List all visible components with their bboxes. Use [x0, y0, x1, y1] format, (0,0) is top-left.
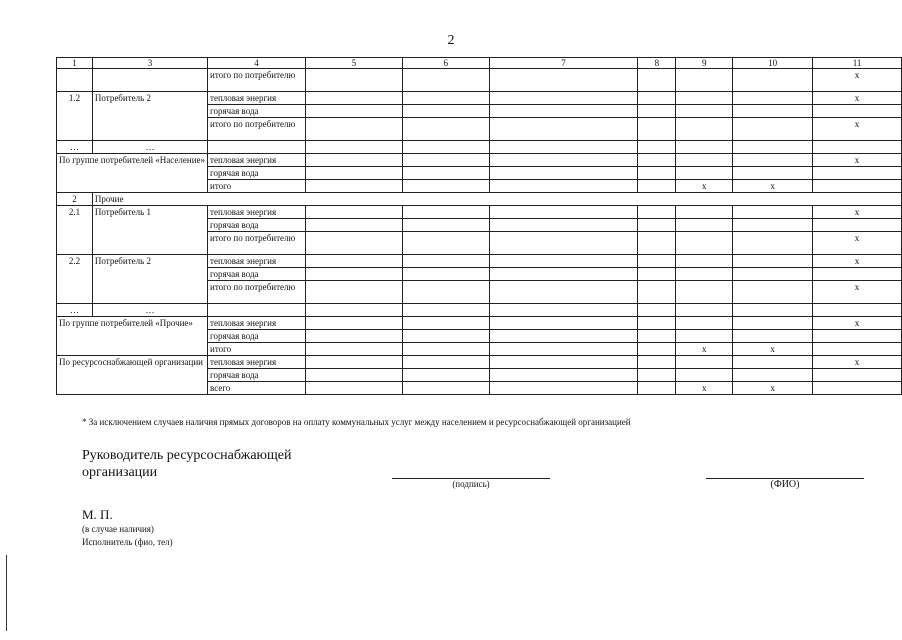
footnote: * За исключением случаев наличия прямых договоров на оплату коммунальных услуг между населением и ресурсоснабжающей организацией [82, 417, 631, 427]
mark-cell: x [733, 180, 813, 193]
mark-cell: x [813, 317, 902, 330]
column-header: 6 [402, 58, 489, 69]
table-row [57, 255, 902, 268]
row-number-cell [57, 69, 93, 92]
table-row [57, 356, 902, 369]
indicator-cell: итого по потребителю [208, 69, 306, 92]
indicator-cell: горячая вода [208, 268, 306, 281]
ellipsis-cell: … [57, 304, 93, 317]
indicator-cell: всего [208, 382, 306, 395]
signature-caption: (подпись) [452, 479, 490, 489]
row-number-cell: 2.2 [57, 255, 93, 304]
table-row [57, 69, 902, 92]
indicator-cell: тепловая энергия [208, 206, 306, 219]
column-header: 9 [676, 58, 733, 69]
mark-cell: x [676, 343, 733, 356]
row-number-cell: 1.2 [57, 92, 93, 141]
mark-cell: x [813, 92, 902, 105]
mark-cell: x [733, 343, 813, 356]
table-row [57, 141, 902, 154]
page-number: 2 [447, 33, 455, 48]
head-of-organization-label: Руководитель ресурсоснабжающей организации [82, 448, 292, 480]
mark-cell: x [813, 69, 902, 92]
indicator-cell: тепловая энергия [208, 255, 306, 268]
consumer-cell [92, 69, 207, 92]
mark-cell: x [813, 206, 902, 219]
table-row [57, 92, 902, 105]
column-header: 1 [57, 58, 93, 69]
mark-cell: x [676, 382, 733, 395]
signature-line [392, 478, 550, 489]
column-number-row [57, 58, 902, 69]
mark-cell: x [813, 255, 902, 268]
column-header: 3 [92, 58, 207, 69]
mark-cell: x [813, 232, 902, 255]
name-caption: (ФИО) [770, 479, 800, 490]
consumer-cell: Потребитель 2 [92, 92, 207, 141]
column-header: 10 [733, 58, 813, 69]
indicator-cell: итого по потребителю [208, 232, 306, 255]
scan-edge-mark [6, 555, 7, 631]
ellipsis-cell: … [92, 141, 207, 154]
row-number-cell: 2.1 [57, 206, 93, 255]
indicator-cell: тепловая энергия [208, 154, 306, 167]
mark-cell: x [813, 118, 902, 141]
stamp-label: М. П. [82, 507, 113, 522]
mark-cell: x [733, 382, 813, 395]
ellipsis-cell: … [57, 141, 93, 154]
column-header: 7 [489, 58, 638, 69]
indicator-cell: горячая вода [208, 369, 306, 382]
section-number-cell: 2 [57, 193, 93, 206]
indicator-cell: тепловая энергия [208, 92, 306, 105]
group-label-cell: По группе потребителей «Население» [57, 154, 208, 193]
mark-cell: x [813, 356, 902, 369]
table-row [57, 154, 902, 167]
mark-cell: x [813, 281, 902, 304]
column-header: 11 [813, 58, 902, 69]
indicator-cell: итого по потребителю [208, 118, 306, 141]
mark-cell: x [676, 180, 733, 193]
column-header: 4 [208, 58, 306, 69]
table-row [57, 317, 902, 330]
indicator-cell: тепловая энергия [208, 317, 306, 330]
table-row [57, 206, 902, 219]
stamp-condition: (в случае наличия) [82, 524, 154, 534]
indicator-cell: горячая вода [208, 219, 306, 232]
indicator-cell: горячая вода [208, 167, 306, 180]
indicator-cell: итого [208, 343, 306, 356]
section-name-cell: Прочие [92, 193, 901, 206]
indicator-cell: итого по потребителю [208, 281, 306, 304]
column-header: 8 [638, 58, 676, 69]
table-row [57, 304, 902, 317]
indicator-cell: горячая вода [208, 105, 306, 118]
consumer-report-table [56, 57, 902, 395]
group-label-cell: По группе потребителей «Прочие» [57, 317, 208, 356]
executor-label: Исполнитель (фио, тел) [82, 537, 173, 547]
column-header: 5 [306, 58, 403, 69]
ellipsis-cell: … [92, 304, 207, 317]
consumer-cell: Потребитель 1 [92, 206, 207, 255]
consumer-cell: Потребитель 2 [92, 255, 207, 304]
indicator-cell: горячая вода [208, 330, 306, 343]
mark-cell: x [813, 154, 902, 167]
name-line [706, 478, 864, 490]
indicator-cell: тепловая энергия [208, 356, 306, 369]
group-label-cell: По ресурсоснабжающей организации [57, 356, 208, 395]
section-row [57, 193, 902, 206]
indicator-cell: итого [208, 180, 306, 193]
